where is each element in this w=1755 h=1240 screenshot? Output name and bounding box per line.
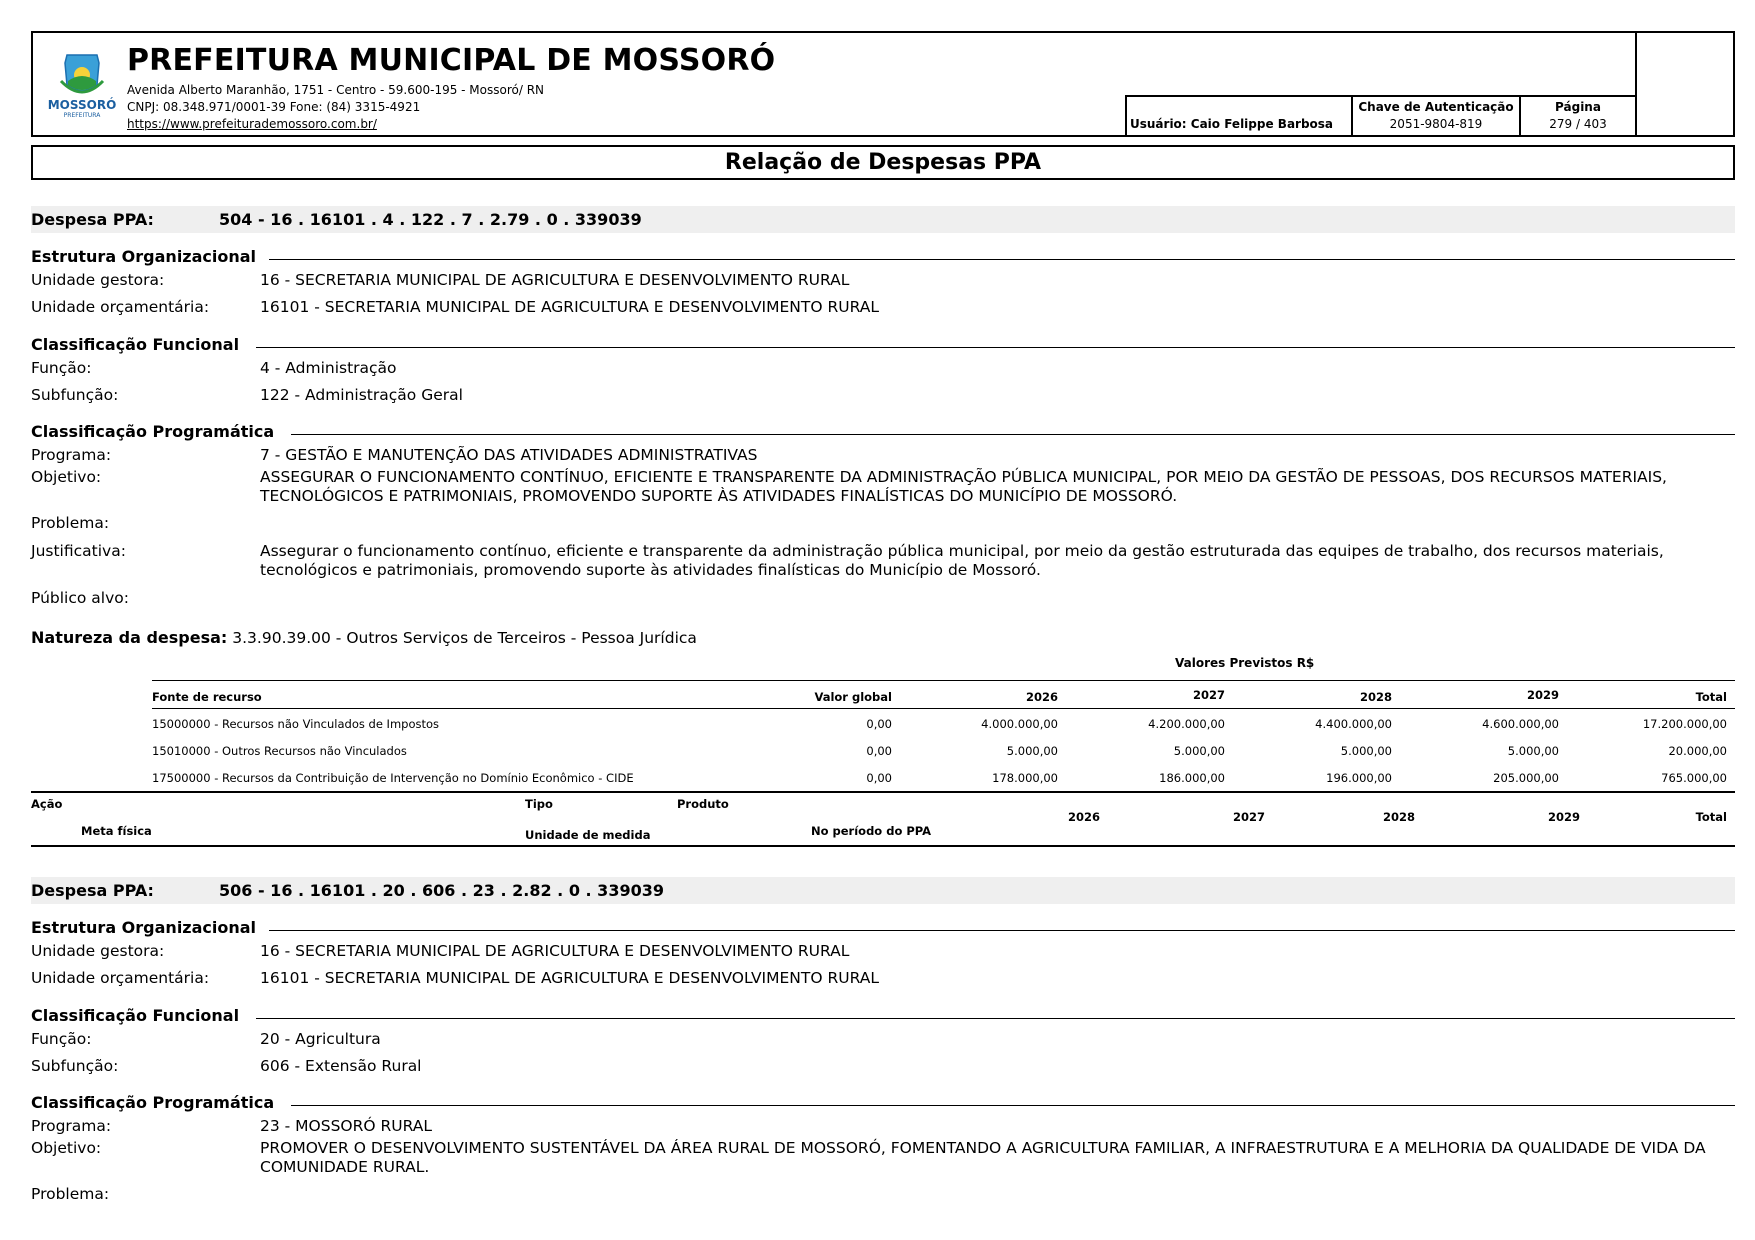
field-label: Unidade gestora: <box>31 271 165 289</box>
classificacao-programatica-group <box>31 422 1735 616</box>
classificacao-programatica-group <box>31 1093 1735 1212</box>
svg-text:MOSSORÓ: MOSSORÓ <box>47 98 117 112</box>
field-label: Objetivo: <box>31 1139 102 1157</box>
field-label: Unidade orçamentária: <box>31 298 210 316</box>
org-contact: CNPJ: 08.348.971/0001-39 Fone: (84) 3315-4921 <box>127 100 421 114</box>
auth-key-field <box>1351 95 1519 137</box>
valor-global-cell: 0,00 <box>866 744 892 758</box>
field-label: Unidade gestora: <box>31 942 165 960</box>
despesa-label: Despesa PPA: <box>31 881 154 900</box>
field-label: Programa: <box>31 1117 112 1135</box>
table-header-rule <box>152 708 1735 709</box>
meta-col-2027: 2027 <box>1232 810 1265 824</box>
meta-col-2026: 2026 <box>1067 810 1100 824</box>
subfuncao-value: 122 - Administração Geral <box>260 386 463 404</box>
col-header-produto: Produto <box>677 797 729 811</box>
despesa-code: 504 - 16 . 16101 . 4 . 122 . 7 . 2.79 . 0 . 339039 <box>219 210 642 229</box>
report-header <box>31 31 1735 137</box>
despesa-code: 506 - 16 . 16101 . 20 . 606 . 23 . 2.82 . 0 . 339039 <box>219 881 664 900</box>
value-2026-cell: 4.000.000,00 <box>981 717 1058 731</box>
field-label: Problema: <box>31 1185 110 1203</box>
col-header-acao: Ação <box>31 797 63 811</box>
value-2027-cell: 186.000,00 <box>1159 771 1225 785</box>
despesa-header-bar <box>31 206 1735 233</box>
report-title: Relação de Despesas PPA <box>31 145 1735 180</box>
field-label: Função: <box>31 1030 92 1048</box>
classificacao-funcional-group <box>31 335 1735 413</box>
value-2026-cell: 5.000,00 <box>1006 744 1058 758</box>
page-label: Página <box>1555 100 1601 114</box>
field-label: Programa: <box>31 446 112 464</box>
field-label: Justificativa: <box>31 542 126 560</box>
unidade-orcamentaria-value: 16101 - SECRETARIA MUNICIPAL DE AGRICULTURA E DESENVOLVIMENTO RURAL <box>260 298 879 316</box>
col-header-2028: 2028 <box>1359 690 1392 704</box>
col-header-total: Total <box>1695 690 1727 704</box>
acao-top-rule <box>31 791 1735 793</box>
value-2029-cell: 205.000,00 <box>1493 771 1559 785</box>
auth-key-value: 2051-9804-819 <box>1389 117 1483 131</box>
fonte-cell: 17500000 - Recursos da Contribuição de Intervenção no Domínio Econômico - CIDE <box>152 771 634 785</box>
subfuncao-value: 606 - Extensão Rural <box>260 1057 422 1075</box>
meta-col-2028: 2028 <box>1382 810 1415 824</box>
valor-global-cell: 0,00 <box>866 771 892 785</box>
table-top-rule <box>152 680 1735 681</box>
valor-global-cell: 0,00 <box>866 717 892 731</box>
field-label: Subfunção: <box>31 386 119 404</box>
unidade-orcamentaria-value: 16101 - SECRETARIA MUNICIPAL DE AGRICULTURA E DESENVOLVIMENTO RURAL <box>260 969 879 987</box>
natureza-label: Natureza da despesa: <box>31 628 228 647</box>
acao-bottom-rule <box>31 845 1735 847</box>
divider <box>256 347 1735 348</box>
value-2027-cell: 5.000,00 <box>1173 744 1225 758</box>
despesa-section <box>31 877 1735 904</box>
user-field: Usuário: Caio Felippe Barbosa <box>1125 95 1351 137</box>
col-header-meta-fisica: Meta física <box>81 824 152 838</box>
col-header-2029: 2029 <box>1526 688 1559 702</box>
meta-col-2029: 2029 <box>1547 810 1580 824</box>
svg-text:PREFEITURA: PREFEITURA <box>63 112 101 119</box>
value-2029-cell: 4.600.000,00 <box>1482 717 1559 731</box>
divider <box>291 1105 1735 1106</box>
value-2028-cell: 4.400.000,00 <box>1315 717 1392 731</box>
org-title: PREFEITURA MUNICIPAL DE MOSSORÓ <box>127 43 776 78</box>
natureza-despesa <box>31 628 1735 647</box>
despesa-header-bar <box>31 877 1735 904</box>
fonte-cell: 15000000 - Recursos não Vinculados de Impostos <box>152 717 440 731</box>
unidade-gestora-value: 16 - SECRETARIA MUNICIPAL DE AGRICULTURA E DESENVOLVIMENTO RURAL <box>260 942 850 960</box>
total-cell: 20.000,00 <box>1668 744 1727 758</box>
objetivo-value: PROMOVER O DESENVOLVIMENTO SUSTENTÁVEL DA ÁREA RURAL DE MOSSORÓ, FOMENTANDO A AGRICULTURA FAMILIAR, A INFRAESTRUTURA E A MELHORIA DA QUALIDADE DE VIDA DA COMUNIDADE RURAL. <box>260 1139 1706 1176</box>
unidade-gestora-value: 16 - SECRETARIA MUNICIPAL DE AGRICULTURA E DESENVOLVIMENTO RURAL <box>260 271 850 289</box>
field-label: Público alvo: <box>31 589 129 607</box>
funcao-value: 4 - Administração <box>260 359 397 377</box>
group-heading: Classificação Programática <box>31 422 275 441</box>
programa-value: 23 - MOSSORÓ RURAL <box>260 1117 433 1135</box>
value-2026-cell: 178.000,00 <box>992 771 1058 785</box>
despesa-label: Despesa PPA: <box>31 210 154 229</box>
total-cell: 765.000,00 <box>1661 771 1727 785</box>
field-label: Subfunção: <box>31 1057 119 1075</box>
natureza-value: 3.3.90.39.00 - Outros Serviços de Terceiros - Pessoa Jurídica <box>232 629 697 647</box>
page-number-field <box>1519 95 1635 137</box>
divider <box>291 434 1735 435</box>
page-value: 279 / 403 <box>1549 117 1607 131</box>
field-label: Objetivo: <box>31 468 102 486</box>
col-header-2027: 2027 <box>1192 688 1225 702</box>
objetivo-value: ASSEGURAR O FUNCIONAMENTO CONTÍNUO, EFICIENTE E TRANSPARENTE DA ADMINISTRAÇÃO PÚBLICA MUNICIPAL, POR MEIO DA GESTÃO DE PESSOAS, DOS RECURSOS MATERIAIS, TECNOLÓGICOS E PATRIMONIAIS, PROMOVENDO SUPORTE ÀS ATIVIDADES FINALÍSTICAS DO MUNICÍPIO DE MOSSORÓ. <box>260 468 1667 505</box>
org-website-link[interactable]: https://www.prefeiturademossoro.com.br/ <box>127 117 377 131</box>
org-address: Avenida Alberto Maranhão, 1751 - Centro - 59.600-195 - Mossoró/ RN <box>127 83 545 97</box>
despesa-section <box>31 206 1735 233</box>
divider <box>256 1018 1735 1019</box>
estrutura-organizacional-group <box>31 247 1735 325</box>
programa-value: 7 - GESTÃO E MANUTENÇÃO DAS ATIVIDADES ADMINISTRATIVAS <box>260 446 758 464</box>
group-heading: Estrutura Organizacional <box>31 918 257 937</box>
field-label: Problema: <box>31 514 110 532</box>
classificacao-funcional-group <box>31 1006 1735 1084</box>
col-header-fonte: Fonte de recurso <box>152 690 262 704</box>
auth-key-label: Chave de Autenticação <box>1358 100 1514 114</box>
value-2027-cell: 4.200.000,00 <box>1148 717 1225 731</box>
divider <box>269 259 1735 260</box>
col-header-2026: 2026 <box>1025 690 1058 704</box>
col-header-unidade-medida: Unidade de medida <box>525 828 651 842</box>
field-label: Unidade orçamentária: <box>31 969 210 987</box>
col-header-periodo-ppa: No período do PPA <box>811 824 932 838</box>
divider <box>269 930 1735 931</box>
field-label: Função: <box>31 359 92 377</box>
justificativa-value: Assegurar o funcionamento contínuo, eficiente e transparente da administração pública municipal, por meio da gestão estruturada das equipes de trabalho, dos recursos materiais, tecnológicos e patrimoniais, promovendo suporte às atividades finalísticas do Município de Mossoró. <box>260 542 1664 579</box>
col-header-tipo: Tipo <box>525 797 553 811</box>
mossoro-coat-of-arms-logo <box>43 51 121 121</box>
value-2028-cell: 5.000,00 <box>1340 744 1392 758</box>
funcao-value: 20 - Agricultura <box>260 1030 381 1048</box>
valores-previstos-heading: Valores Previstos R$ <box>1175 656 1315 670</box>
estrutura-organizacional-group <box>31 918 1735 996</box>
col-header-valor-global: Valor global <box>814 690 892 704</box>
group-heading: Classificação Funcional <box>31 1006 240 1025</box>
value-2028-cell: 196.000,00 <box>1326 771 1392 785</box>
total-cell: 17.200.000,00 <box>1642 717 1727 731</box>
group-heading: Estrutura Organizacional <box>31 247 257 266</box>
fonte-cell: 15010000 - Outros Recursos não Vinculados <box>152 744 407 758</box>
header-divider <box>1635 33 1637 137</box>
group-heading: Classificação Programática <box>31 1093 275 1112</box>
meta-col-total: Total <box>1695 810 1727 824</box>
group-heading: Classificação Funcional <box>31 335 240 354</box>
value-2029-cell: 5.000,00 <box>1507 744 1559 758</box>
